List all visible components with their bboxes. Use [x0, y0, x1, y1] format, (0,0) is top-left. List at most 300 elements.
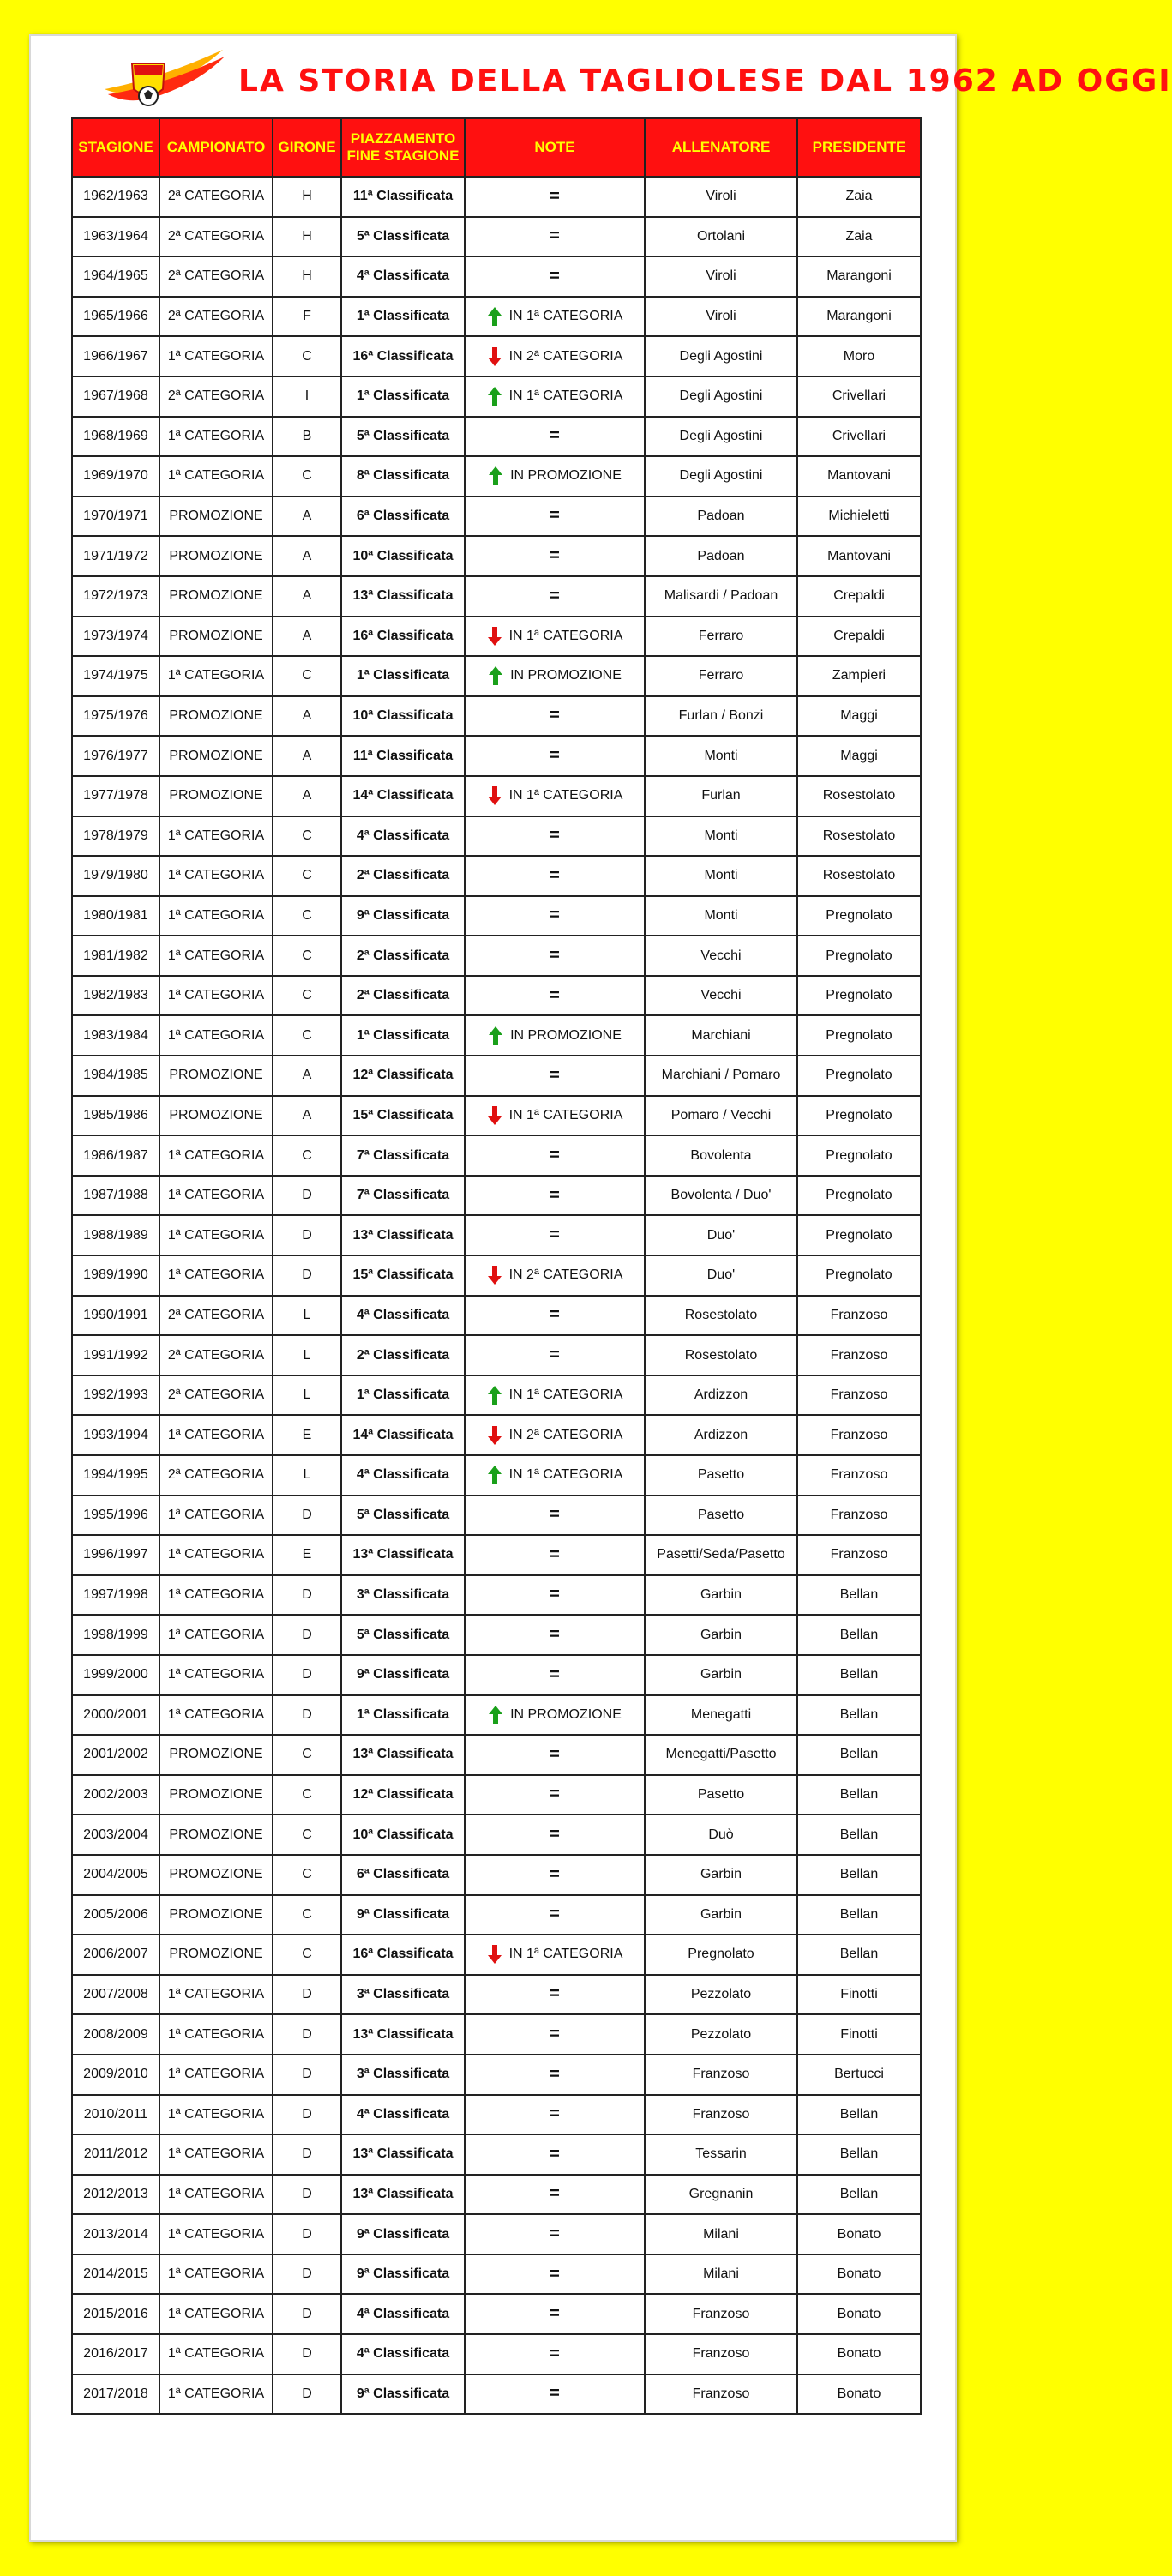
cell-presidente: Pregnolato — [797, 1255, 921, 1296]
cell-note — [465, 1815, 645, 1855]
table-row — [72, 1096, 921, 1136]
column-header-campionato: CAMPIONATO — [159, 118, 273, 177]
cell-campionato: 2ª CATEGORIA — [159, 297, 273, 337]
cell-girone: A — [273, 776, 341, 816]
table-row — [72, 2095, 921, 2135]
cell-presidente: Franzoso — [797, 1415, 921, 1455]
table-row — [72, 536, 921, 576]
cell-presidente: Bellan — [797, 1695, 921, 1736]
history-table — [71, 117, 922, 2415]
table-row — [72, 1695, 921, 1736]
arrow-down-icon — [487, 626, 502, 647]
cell-note — [465, 1176, 645, 1216]
arrow-down-icon — [487, 785, 502, 806]
cell-presidente: Moro — [797, 336, 921, 376]
table-row — [72, 376, 921, 417]
table-row — [72, 2214, 921, 2254]
cell-note — [465, 896, 645, 936]
cell-campionato: 1ª CATEGORIA — [159, 2334, 273, 2374]
cell-presidente: Crepaldi — [797, 617, 921, 657]
cell-piazzamento: 6ª Classificata — [341, 1855, 465, 1895]
cell-allenatore: Ardizzon — [645, 1375, 797, 1416]
cell-presidente: Franzoso — [797, 1496, 921, 1536]
cell-presidente: Bertucci — [797, 2055, 921, 2095]
cell-stagione: 2011/2012 — [72, 2134, 159, 2175]
table-row — [72, 1735, 921, 1775]
cell-piazzamento: 2ª Classificata — [341, 856, 465, 896]
cell-allenatore: Monti — [645, 896, 797, 936]
cell-allenatore: Pregnolato — [645, 1935, 797, 1975]
table-row — [72, 1455, 921, 1496]
cell-girone: L — [273, 1455, 341, 1496]
cell-campionato: 1ª CATEGORIA — [159, 2254, 273, 2295]
cell-allenatore: Vecchi — [645, 936, 797, 976]
note-text: IN PROMOZIONE — [510, 1027, 622, 1043]
cell-note — [465, 576, 645, 617]
cell-allenatore: Duo' — [645, 1255, 797, 1296]
cell-note — [465, 1895, 645, 1935]
cell-presidente: Bellan — [797, 1655, 921, 1695]
cell-campionato: 2ª CATEGORIA — [159, 177, 273, 217]
cell-piazzamento: 9ª Classificata — [341, 2214, 465, 2254]
cell-allenatore: Franzoso — [645, 2055, 797, 2095]
cell-allenatore: Pasetto — [645, 1775, 797, 1815]
arrow-up-icon — [487, 386, 502, 406]
note-text: = — [550, 2064, 560, 2084]
cell-campionato: 1ª CATEGORIA — [159, 1695, 273, 1736]
cell-presidente: Pregnolato — [797, 1176, 921, 1216]
cell-girone: L — [273, 1296, 341, 1336]
cell-girone: D — [273, 1255, 341, 1296]
cell-allenatore: Franzoso — [645, 2294, 797, 2334]
cell-stagione: 1996/1997 — [72, 1535, 159, 1575]
cell-allenatore: Ardizzon — [645, 1415, 797, 1455]
cell-allenatore: Tessarin — [645, 2134, 797, 2175]
note-text: = — [550, 1185, 560, 1205]
cell-stagione: 1999/2000 — [72, 1655, 159, 1695]
cell-campionato: 1ª CATEGORIA — [159, 2134, 273, 2175]
cell-piazzamento: 13ª Classificata — [341, 1215, 465, 1255]
cell-stagione: 1992/1993 — [72, 1375, 159, 1416]
table-row — [72, 816, 921, 857]
cell-presidente: Michieletti — [797, 497, 921, 537]
cell-campionato: PROMOZIONE — [159, 1935, 273, 1975]
cell-girone: D — [273, 2294, 341, 2334]
table-row — [72, 617, 921, 657]
cell-presidente: Bonato — [797, 2214, 921, 2254]
cell-presidente: Maggi — [797, 736, 921, 776]
note-text: IN PROMOZIONE — [510, 468, 622, 484]
cell-presidente: Marangoni — [797, 256, 921, 297]
cell-girone: C — [273, 1935, 341, 1975]
cell-note — [465, 1096, 645, 1136]
note-text: = — [550, 2104, 560, 2124]
note-text: IN PROMOZIONE — [510, 668, 622, 683]
cell-piazzamento: 4ª Classificata — [341, 816, 465, 857]
cell-campionato: 1ª CATEGORIA — [159, 2095, 273, 2135]
cell-note — [465, 376, 645, 417]
table-row — [72, 1415, 921, 1455]
note-text: = — [550, 226, 560, 246]
cell-note — [465, 1296, 645, 1336]
table-row — [72, 1775, 921, 1815]
cell-piazzamento: 10ª Classificata — [341, 696, 465, 737]
cell-campionato: 1ª CATEGORIA — [159, 656, 273, 696]
column-header-girone: GIRONE — [273, 118, 341, 177]
cell-stagione: 1968/1969 — [72, 417, 159, 457]
column-header-allenatore: ALLENATORE — [645, 118, 797, 177]
cell-piazzamento: 14ª Classificata — [341, 1415, 465, 1455]
arrow-up-icon — [487, 1385, 502, 1405]
cell-girone: F — [273, 297, 341, 337]
cell-presidente: Bellan — [797, 1855, 921, 1895]
cell-campionato: 1ª CATEGORIA — [159, 1135, 273, 1176]
cell-allenatore: Garbin — [645, 1855, 797, 1895]
cell-campionato: 1ª CATEGORIA — [159, 896, 273, 936]
cell-presidente: Pregnolato — [797, 896, 921, 936]
cell-presidente: Rosestolato — [797, 776, 921, 816]
cell-presidente: Bellan — [797, 1615, 921, 1655]
cell-allenatore: Malisardi / Padoan — [645, 576, 797, 617]
table-row — [72, 1655, 921, 1695]
cell-girone: A — [273, 696, 341, 737]
cell-piazzamento: 3ª Classificata — [341, 2055, 465, 2095]
table-row — [72, 1296, 921, 1336]
cell-campionato: PROMOZIONE — [159, 497, 273, 537]
cell-allenatore: Milani — [645, 2214, 797, 2254]
cell-piazzamento: 5ª Classificata — [341, 1496, 465, 1536]
column-header-piazzamento: PIAZZAMENTO FINE STAGIONE — [341, 118, 465, 177]
note-text: IN 1ª CATEGORIA — [508, 1107, 623, 1122]
cell-stagione: 1995/1996 — [72, 1496, 159, 1536]
cell-presidente: Franzoso — [797, 1535, 921, 1575]
cell-piazzamento: 9ª Classificata — [341, 2374, 465, 2415]
cell-stagione: 1988/1989 — [72, 1215, 159, 1255]
cell-stagione: 2015/2016 — [72, 2294, 159, 2334]
arrow-down-icon — [487, 1944, 502, 1965]
cell-piazzamento: 5ª Classificata — [341, 1615, 465, 1655]
cell-girone: C — [273, 336, 341, 376]
cell-campionato: PROMOZIONE — [159, 736, 273, 776]
cell-piazzamento: 4ª Classificata — [341, 2294, 465, 2334]
cell-campionato: 1ª CATEGORIA — [159, 856, 273, 896]
note-text: = — [550, 1585, 560, 1604]
note-text: = — [550, 546, 560, 566]
cell-allenatore: Franzoso — [645, 2374, 797, 2415]
table-row — [72, 2254, 921, 2295]
cell-presidente: Crivellari — [797, 417, 921, 457]
cell-campionato: 1ª CATEGORIA — [159, 976, 273, 1016]
cell-stagione: 2002/2003 — [72, 1775, 159, 1815]
table-row — [72, 1895, 921, 1935]
table-row — [72, 217, 921, 257]
cell-note — [465, 976, 645, 1016]
cell-stagione: 1983/1984 — [72, 1015, 159, 1056]
cell-stagione: 1975/1976 — [72, 696, 159, 737]
arrow-down-icon — [487, 1265, 502, 1285]
cell-campionato: 2ª CATEGORIA — [159, 1455, 273, 1496]
table-header-row — [72, 118, 921, 177]
cell-presidente: Finotti — [797, 1975, 921, 2015]
cell-note — [465, 856, 645, 896]
note-text: = — [550, 1545, 560, 1565]
club-logo — [99, 46, 226, 115]
cell-note — [465, 1615, 645, 1655]
cell-campionato: PROMOZIONE — [159, 1096, 273, 1136]
arrow-down-icon — [487, 1105, 502, 1126]
cell-note — [465, 936, 645, 976]
arrow-up-icon — [487, 306, 502, 327]
cell-campionato: PROMOZIONE — [159, 1775, 273, 1815]
cell-girone: A — [273, 576, 341, 617]
cell-allenatore: Viroli — [645, 177, 797, 217]
table-row — [72, 696, 921, 737]
cell-campionato: 1ª CATEGORIA — [159, 1575, 273, 1616]
cell-note — [465, 1535, 645, 1575]
cell-campionato: 1ª CATEGORIA — [159, 1215, 273, 1255]
cell-presidente: Franzoso — [797, 1455, 921, 1496]
cell-note — [465, 456, 645, 497]
cell-presidente: Bellan — [797, 2134, 921, 2175]
cell-girone: D — [273, 2055, 341, 2095]
cell-note — [465, 1335, 645, 1375]
cell-note — [465, 1375, 645, 1416]
cell-girone: D — [273, 1655, 341, 1695]
cell-girone: H — [273, 217, 341, 257]
note-text: = — [550, 506, 560, 526]
cell-stagione: 1979/1980 — [72, 856, 159, 896]
cell-presidente: Bellan — [797, 1935, 921, 1975]
cell-piazzamento: 5ª Classificata — [341, 417, 465, 457]
cell-campionato: 1ª CATEGORIA — [159, 417, 273, 457]
cell-presidente: Maggi — [797, 696, 921, 737]
cell-note — [465, 1855, 645, 1895]
cell-piazzamento: 12ª Classificata — [341, 1775, 465, 1815]
cell-piazzamento: 2ª Classificata — [341, 936, 465, 976]
cell-note — [465, 2175, 645, 2215]
cell-stagione: 2009/2010 — [72, 2055, 159, 2095]
cell-girone: C — [273, 1895, 341, 1935]
table-row — [72, 1935, 921, 1975]
cell-stagione: 1966/1967 — [72, 336, 159, 376]
cell-piazzamento: 10ª Classificata — [341, 1815, 465, 1855]
cell-campionato: PROMOZIONE — [159, 1056, 273, 1096]
cell-campionato: 1ª CATEGORIA — [159, 1015, 273, 1056]
table-row — [72, 736, 921, 776]
note-text: IN 2ª CATEGORIA — [508, 1427, 623, 1442]
cell-stagione: 1974/1975 — [72, 656, 159, 696]
cell-campionato: 1ª CATEGORIA — [159, 1496, 273, 1536]
cell-piazzamento: 4ª Classificata — [341, 256, 465, 297]
cell-presidente: Zaia — [797, 177, 921, 217]
cell-stagione: 2012/2013 — [72, 2175, 159, 2215]
table-row — [72, 2055, 921, 2095]
note-text: = — [550, 2384, 560, 2404]
cell-note — [465, 1496, 645, 1536]
cell-campionato: 1ª CATEGORIA — [159, 1415, 273, 1455]
cell-allenatore: Marchiani — [645, 1015, 797, 1056]
note-text: = — [550, 1305, 560, 1325]
table-row — [72, 2014, 921, 2055]
table-row — [72, 297, 921, 337]
cell-piazzamento: 7ª Classificata — [341, 1135, 465, 1176]
cell-presidente: Franzoso — [797, 1375, 921, 1416]
cell-note — [465, 2294, 645, 2334]
cell-allenatore: Degli Agostini — [645, 417, 797, 457]
table-row — [72, 1135, 921, 1176]
table-row — [72, 2175, 921, 2215]
cell-allenatore: Rosestolato — [645, 1335, 797, 1375]
cell-stagione: 1991/1992 — [72, 1335, 159, 1375]
cell-piazzamento: 16ª Classificata — [341, 1935, 465, 1975]
cell-note — [465, 816, 645, 857]
table-row — [72, 1535, 921, 1575]
table-row — [72, 856, 921, 896]
note-text: = — [550, 746, 560, 766]
cell-note — [465, 696, 645, 737]
cell-stagione: 2001/2002 — [72, 1735, 159, 1775]
cell-stagione: 1963/1964 — [72, 217, 159, 257]
cell-campionato: 1ª CATEGORIA — [159, 336, 273, 376]
cell-note — [465, 2214, 645, 2254]
cell-piazzamento: 7ª Classificata — [341, 1176, 465, 1216]
cell-allenatore: Monti — [645, 856, 797, 896]
cell-stagione: 1980/1981 — [72, 896, 159, 936]
cell-stagione: 1976/1977 — [72, 736, 159, 776]
table-row — [72, 1975, 921, 2015]
note-text: = — [550, 2184, 560, 2204]
cell-allenatore: Pasetto — [645, 1496, 797, 1536]
cell-presidente: Bonato — [797, 2294, 921, 2334]
cell-girone: D — [273, 2134, 341, 2175]
cell-presidente: Crepaldi — [797, 576, 921, 617]
arrow-down-icon — [487, 1425, 502, 1446]
cell-campionato: PROMOZIONE — [159, 1815, 273, 1855]
cell-campionato: 1ª CATEGORIA — [159, 2294, 273, 2334]
cell-presidente: Rosestolato — [797, 856, 921, 896]
table-row — [72, 256, 921, 297]
cell-stagione: 1990/1991 — [72, 1296, 159, 1336]
cell-campionato: 1ª CATEGORIA — [159, 2055, 273, 2095]
cell-stagione: 1978/1979 — [72, 816, 159, 857]
cell-girone: D — [273, 1575, 341, 1616]
table-row — [72, 456, 921, 497]
cell-campionato: 1ª CATEGORIA — [159, 1176, 273, 1216]
note-text: = — [550, 1825, 560, 1845]
cell-piazzamento: 4ª Classificata — [341, 2334, 465, 2374]
cell-stagione: 2008/2009 — [72, 2014, 159, 2055]
cell-stagione: 1970/1971 — [72, 497, 159, 537]
cell-piazzamento: 4ª Classificata — [341, 1455, 465, 1496]
note-text: = — [550, 1785, 560, 1804]
cell-piazzamento: 3ª Classificata — [341, 1575, 465, 1616]
column-header-presidente: PRESIDENTE — [797, 118, 921, 177]
cell-presidente: Mantovani — [797, 536, 921, 576]
cell-stagione: 1962/1963 — [72, 177, 159, 217]
table-row — [72, 1015, 921, 1056]
cell-allenatore: Pasetto — [645, 1455, 797, 1496]
cell-campionato: PROMOZIONE — [159, 1895, 273, 1935]
cell-note — [465, 776, 645, 816]
note-text: = — [550, 1625, 560, 1645]
cell-stagione: 1987/1988 — [72, 1176, 159, 1216]
table-row — [72, 936, 921, 976]
cell-stagione: 1973/1974 — [72, 617, 159, 657]
note-text: = — [550, 267, 560, 286]
cell-girone: H — [273, 256, 341, 297]
cell-presidente: Bonato — [797, 2254, 921, 2295]
cell-stagione: 1982/1983 — [72, 976, 159, 1016]
cell-piazzamento: 2ª Classificata — [341, 1335, 465, 1375]
cell-campionato: PROMOZIONE — [159, 776, 273, 816]
cell-allenatore: Gregnanin — [645, 2175, 797, 2215]
cell-girone: A — [273, 536, 341, 576]
cell-allenatore: Bovolenta — [645, 1135, 797, 1176]
table-row — [72, 896, 921, 936]
cell-stagione: 1964/1965 — [72, 256, 159, 297]
cell-allenatore: Furlan / Bonzi — [645, 696, 797, 737]
cell-girone: C — [273, 1135, 341, 1176]
table-row — [72, 1815, 921, 1855]
cell-presidente: Pregnolato — [797, 1096, 921, 1136]
cell-stagione: 2006/2007 — [72, 1935, 159, 1975]
cell-allenatore: Monti — [645, 816, 797, 857]
cell-allenatore: Garbin — [645, 1655, 797, 1695]
cell-piazzamento: 1ª Classificata — [341, 1695, 465, 1736]
note-text: = — [550, 1984, 560, 2004]
note-text: = — [550, 1225, 560, 1245]
cell-stagione: 1997/1998 — [72, 1575, 159, 1616]
cell-note — [465, 1735, 645, 1775]
note-text: = — [550, 1065, 560, 1085]
cell-stagione: 2013/2014 — [72, 2214, 159, 2254]
cell-girone: D — [273, 2334, 341, 2374]
note-text: IN 1ª CATEGORIA — [508, 388, 623, 404]
cell-piazzamento: 15ª Classificata — [341, 1096, 465, 1136]
cell-note — [465, 1655, 645, 1695]
cell-stagione: 2007/2008 — [72, 1975, 159, 2015]
cell-note — [465, 217, 645, 257]
cell-allenatore: Padoan — [645, 497, 797, 537]
cell-piazzamento: 4ª Classificata — [341, 1296, 465, 1336]
cell-campionato: 1ª CATEGORIA — [159, 2374, 273, 2415]
cell-presidente: Pregnolato — [797, 976, 921, 1016]
cell-stagione: 1965/1966 — [72, 297, 159, 337]
cell-piazzamento: 12ª Classificata — [341, 1056, 465, 1096]
cell-campionato: 1ª CATEGORIA — [159, 2014, 273, 2055]
cell-girone: C — [273, 656, 341, 696]
cell-girone: C — [273, 976, 341, 1016]
cell-piazzamento: 13ª Classificata — [341, 2014, 465, 2055]
cell-note — [465, 336, 645, 376]
table-row — [72, 976, 921, 1016]
cell-girone: D — [273, 1215, 341, 1255]
cell-allenatore: Degli Agostini — [645, 456, 797, 497]
cell-girone: D — [273, 2374, 341, 2415]
cell-allenatore: Padoan — [645, 536, 797, 576]
note-text: = — [550, 2304, 560, 2324]
cell-piazzamento: 1ª Classificata — [341, 376, 465, 417]
note-text: = — [550, 1905, 560, 1924]
cell-campionato: PROMOZIONE — [159, 576, 273, 617]
cell-presidente: Bonato — [797, 2334, 921, 2374]
cell-girone: A — [273, 497, 341, 537]
cell-piazzamento: 2ª Classificata — [341, 976, 465, 1016]
cell-presidente: Finotti — [797, 2014, 921, 2055]
note-text: IN 1ª CATEGORIA — [508, 788, 623, 803]
cell-girone: C — [273, 1815, 341, 1855]
cell-campionato: 1ª CATEGORIA — [159, 1615, 273, 1655]
